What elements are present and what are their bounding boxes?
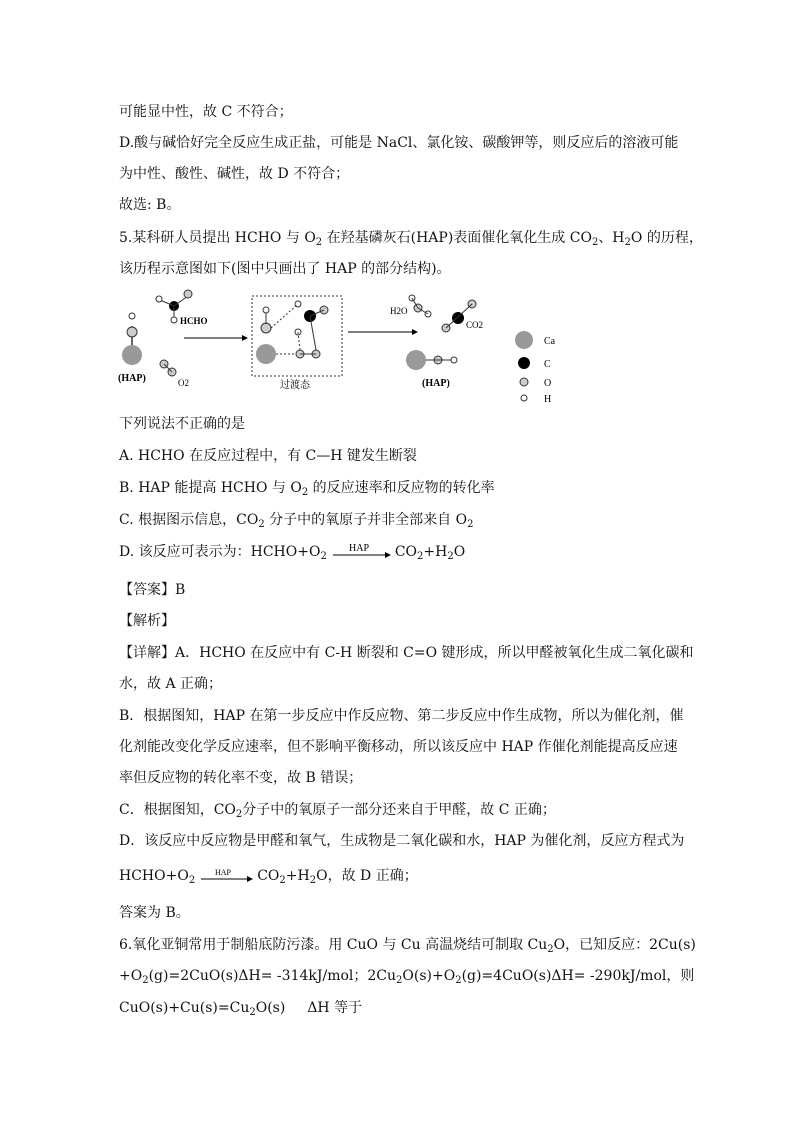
detail-d-line2: $HCHO+O_2$ HAP $CO_2+H_2O$，故 D 正确； (119, 868, 418, 886)
svg-text:H2O: H2O (390, 306, 408, 316)
svg-text:(HAP): (HAP) (422, 378, 450, 389)
svg-text:O: O (544, 378, 552, 389)
svg-text:HAP: HAP (348, 543, 369, 554)
analysis-heading: 【解析】 (119, 613, 175, 629)
detail-c: C．根据图知，$CO_2$分子中的氧原子一部分还来自于甲醛，故 C 正确； (119, 802, 556, 820)
option-a: A. HCHO 在反应过程中，有 C—H 键发生断裂 (119, 448, 417, 464)
answer-heading: 【答案】B (119, 582, 186, 598)
text-line: 为中性、酸性、碱性，故 D 不符合； (119, 166, 350, 182)
o-atom-icon (127, 327, 137, 337)
svg-text:HCHO: HCHO (180, 316, 208, 326)
svg-text:H: H (544, 394, 552, 405)
svg-text:(HAP): (HAP) (118, 373, 146, 384)
svg-text:HAP: HAP (215, 868, 232, 877)
detail-b-line3: 率但反应物的转化率不变，故 B 错误； (119, 770, 363, 786)
svg-text:O2: O2 (178, 378, 189, 388)
detail-a-line1: 【详解】A．HCHO 在反应中有 C-H 断裂和 C=O 键形成，所以甲醛被氧化生成二氧化碳和 (119, 645, 694, 661)
ca-atom-icon (122, 345, 142, 365)
question-5-line1: 5.某科研人员提出 HCHO 与 $O_2$ 在羟基磷灰石(HAP)表面催化氧化生成 $CO_2$、$H_2O$ 的历程， (119, 230, 703, 248)
reaction-arrow-icon (331, 542, 391, 562)
question-6-line2: $+O_2(g)=2CuO(s)\Delta H= -314kJ/mol$；$2Cu_2O(s)+O_2(g)=4CuO(s)\Delta H= -290kJ/mol$，则 (119, 968, 695, 986)
svg-text:Ca: Ca (544, 336, 556, 347)
detail-b-line1: B．根据图知，HAP 在第一步反应中作反应物、第二步反应中作生成物，所以为催化剂，催 (119, 708, 684, 724)
conclusion: 答案为 B。 (119, 905, 190, 921)
reaction-mechanism-diagram (112, 286, 602, 406)
text-line: 可能显中性，故 C 不符合； (119, 104, 293, 120)
svg-text:过渡态: 过渡态 (280, 380, 310, 391)
detail-b-line2: 化剂能改变化学反应速率，但不影响平衡移动，所以该反应中 HAP 作催化剂能提高反应速 (119, 739, 678, 755)
question-prompt: 下列说法不正确的是 (119, 416, 245, 432)
detail-d-line1: D．该反应中反应物是甲醛和氧气，生成物是二氧化碳和水，HAP 为催化剂，反应方程式为 (119, 833, 685, 849)
svg-text:CO2: CO2 (466, 320, 484, 330)
h-atom-icon (129, 313, 135, 319)
option-c: C. 根据图示信息，$CO_2$ 分子中的氧原子并非全部来自 $O_2$ (119, 512, 474, 530)
question-5-line2: 该历程示意图如下(图中只画出了 HAP 的部分结构)。 (119, 261, 451, 277)
question-6-line3: $CuO(s)+Cu(s)=Cu_2O(s)$ ΔH 等于 (119, 1000, 363, 1018)
option-b: B. HAP 能提高 HCHO 与 $O_2$ 的反应速率和反应物的转化率 (119, 480, 495, 498)
detail-a-line2: 水，故 A 正确； (119, 676, 223, 692)
text-line: D.酸与碱恰好完全反应生成正盐，可能是 NaCl、氯化铵、碳酸钾等，则反应后的溶液可能 (119, 135, 679, 151)
svg-text:C: C (544, 359, 551, 370)
reaction-arrow-icon (199, 866, 253, 886)
text-line: 故选: B。 (119, 197, 181, 213)
question-6-line1: 6.氧化亚铜常用于制船底防污漆。用 CuO 与 Cu 高温烧结可制取 $Cu_2O$，已知反应：2Cu(s) (119, 937, 696, 955)
option-d: D. 该反应可表示为：$HCHO+O_2$ HAP $CO_2+H_2O$ (119, 543, 466, 562)
